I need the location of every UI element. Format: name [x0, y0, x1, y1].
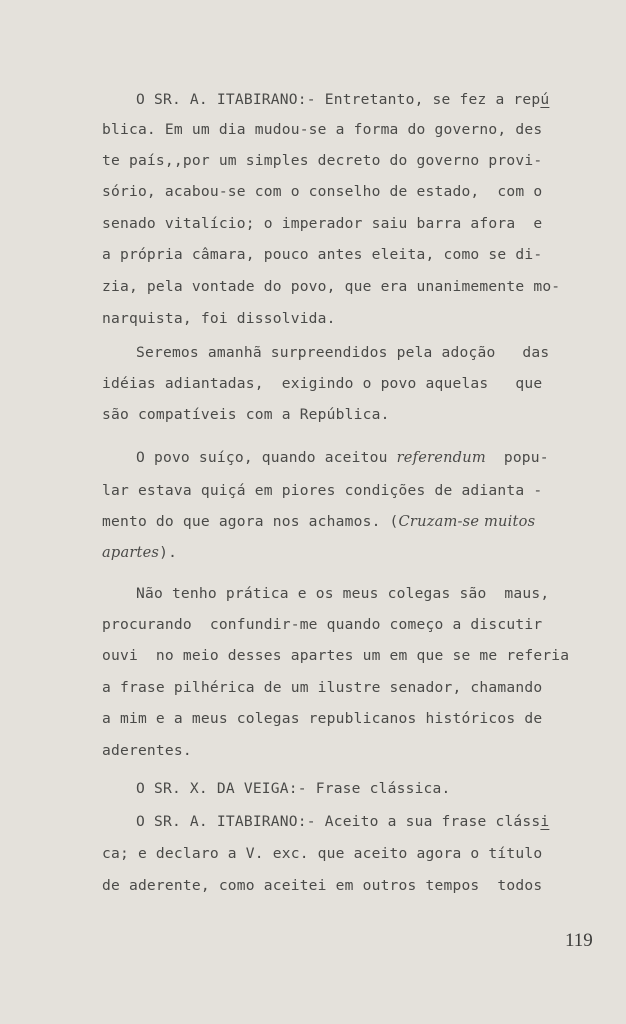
text-line: Não tenho prática e os meus colegas são maus,: [136, 585, 550, 602]
text-line: aderentes.: [102, 742, 192, 759]
text-line: O SR. A. ITABIRANO:- Aceito a sua frase clássi: [136, 813, 550, 830]
text-line: narquista, foi dissolvida.: [102, 310, 336, 327]
text-line: ca; e declaro a V. exc. que aceito agora o título: [102, 845, 543, 862]
text-line: Seremos amanhã surpreendidos pela adoção das: [136, 344, 550, 361]
text-line: ouvi no meio desses apartes um em que se me referia: [102, 647, 570, 664]
text-line: de aderente, como aceitei em outros tempos todos: [102, 877, 543, 894]
text-line: zia, pela vontade do povo, que era unanimemente mo-: [102, 278, 561, 295]
text-line: a mim e a meus colegas republicanos históricos de: [102, 710, 543, 727]
speaker-label: O SR. A. ITABIRANO:-: [136, 91, 316, 108]
italic-term: Cruzam-se muitos: [398, 513, 536, 530]
text-line: sório, acabou-se com o conselho de estado, com o: [102, 183, 543, 200]
text-line: O povo suíço, quando aceitou referendum popu-: [136, 449, 549, 466]
text-line: mento do que agora nos achamos. (Cruzam-se muitos: [102, 513, 536, 530]
text-line: blica. Em um dia mudou-se a forma do governo, des: [102, 121, 543, 138]
text-line: apartes).: [102, 544, 178, 561]
text-line: lar estava quiçá em piores condições de adianta -: [102, 482, 543, 499]
text-line: são compatíveis com a República.: [102, 406, 390, 423]
text-line: senado vitalício; o imperador saiu barra afora e: [102, 215, 543, 232]
speaker-label: O SR. A. ITABIRANO:-: [136, 813, 316, 830]
text-line: procurando confundir-me quando começo a discutir: [102, 616, 543, 633]
text-line: a própria câmara, pouco antes eleita, como se di-: [102, 246, 543, 263]
text-line: O SR. X. DA VEIGA:- Frase clássica.: [136, 780, 451, 797]
italic-term: referendum: [396, 449, 486, 466]
text-line: a frase pilhérica de um ilustre senador, chamando: [102, 679, 543, 696]
text-line: idéias adiantadas, exigindo o povo aquelas que: [102, 375, 543, 392]
text-line: te país,,por um simples decreto do governo provi-: [102, 152, 543, 169]
text-line: O SR. A. ITABIRANO:- Entretanto, se fez a repú: [136, 91, 550, 108]
italic-term: apartes: [102, 544, 160, 561]
page-number: 119: [565, 930, 593, 951]
